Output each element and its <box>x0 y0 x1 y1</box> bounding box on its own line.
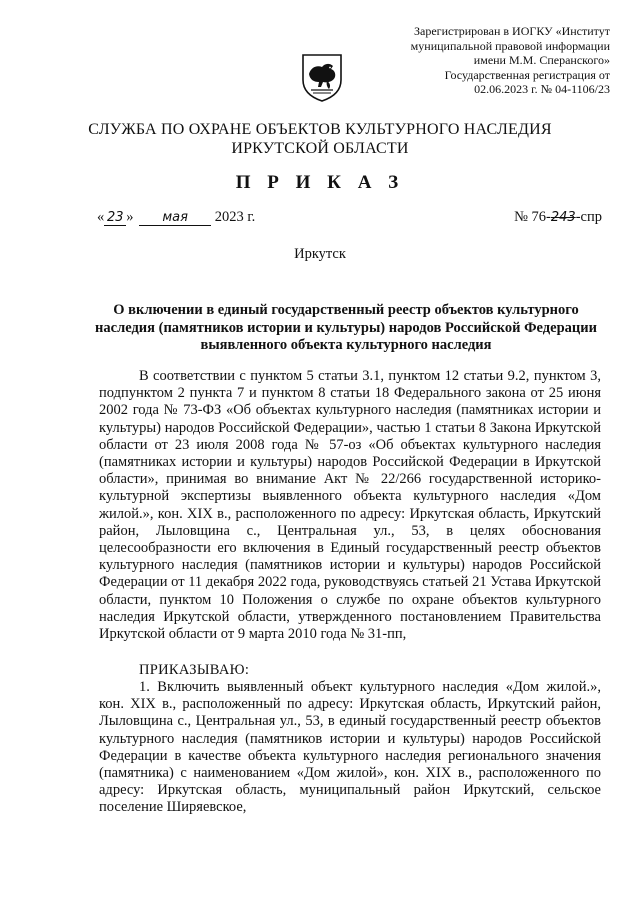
authority-line: ИРКУТСКОЙ ОБЛАСТИ <box>231 140 409 157</box>
document-type-title: П Р И К А З <box>235 172 405 193</box>
document-city: Иркутск <box>294 246 346 262</box>
order-item-1: 1. Включить выявленный объект культурного наследия «Дом жилой.», кон. XIX в., расположенный по адресу: Иркутская область, Иркутский район, Лыловщина с., Центральная ул., 53, в единый государственный реестр объектов культурного наследия (памятников истории и культуры) народов Российской Федерации в качестве объекта культурного наследия регионального значения (памятника) с наименованием «Дом жилой», кон. XIX в., расположенного по адресу: Иркутская область, муниципальный район Иркутский, сельское поселение Ширяевское, <box>99 679 601 816</box>
authority-line: СЛУЖБА ПО ОХРАНЕ ОБЪЕКТОВ КУЛЬТУРНОГО НАСЛЕДИЯ <box>88 121 552 138</box>
number-suffix: -спр <box>575 209 602 225</box>
registration-line: муниципальной правовой информации <box>410 38 610 53</box>
document-number <box>514 209 602 226</box>
registration-line: Зарегистрирован в ИОГКУ «Институт <box>413 24 610 38</box>
document-date <box>97 209 255 226</box>
registration-stamp <box>390 24 610 97</box>
issuing-authority <box>40 120 600 158</box>
irkutsk-coat-of-arms-icon <box>300 52 344 102</box>
preamble-paragraph: В соответствии с пунктом 5 статьи 3.1, пунктом 12 статьи 9.2, пунктом 3, подпунктом 2 пункта 7 и пунктом 8 статьи 18 Федерального закона от 25 июня 2002 года № 73-ФЗ «Об объектах культурного наследия (памятниках истории и культуры) народов Российской Федерации», частью 1 статьи 8 Закона Иркутской области от 23 июля 2008 года № 57-оз «Об объектах культурного наследия (памятниках истории и культуры) народов Российской Федерации в Иркутской области», принимая во внимание Акт № 22/266 государственной историко-культурной экспертизы выявленного объекта культурного наследия «Дом жилой.», кон. XIX в., расположенного по адресу: Иркутская область, Иркутский район, Лыловщина с., Центральная ул., 53, в целях обоснования целесообразности его включения в Единый государственный реестр объектов культурного наследия (памятников истории и культуры) народов Российской Федерации от 11 декабря 2022 года, руководствуясь статьей 21 Устава Иркутской области, пунктом 10 Положения о службе по охране объектов культурного наследия Иркутской области, утвержденного постановлением Правительства Иркутской области от 9 марта 2010 года № 31-пп, <box>99 368 601 643</box>
registration-line: 02.06.2023 г. № 04-1106/23 <box>474 82 610 96</box>
date-open-quote: « <box>97 209 105 225</box>
number-value: 243 <box>550 210 576 225</box>
order-word: ПРИКАЗЫВАЮ: <box>139 662 250 678</box>
registration-line: Государственная регистрация от <box>444 67 610 82</box>
date-close-quote: » <box>126 209 134 225</box>
document-heading: О включении в единый государственный реестр объектов культурного наследия (памятников истории и культуры) народов Российской Федерации выявленного объекта культурного наследия <box>95 302 597 353</box>
registration-line: имени М.М. Сперанского» <box>473 53 610 67</box>
date-year: 2023 г. <box>214 209 256 225</box>
date-month: мая <box>139 210 211 226</box>
date-day: 23 <box>104 210 126 226</box>
number-prefix: № 76- <box>514 209 551 225</box>
